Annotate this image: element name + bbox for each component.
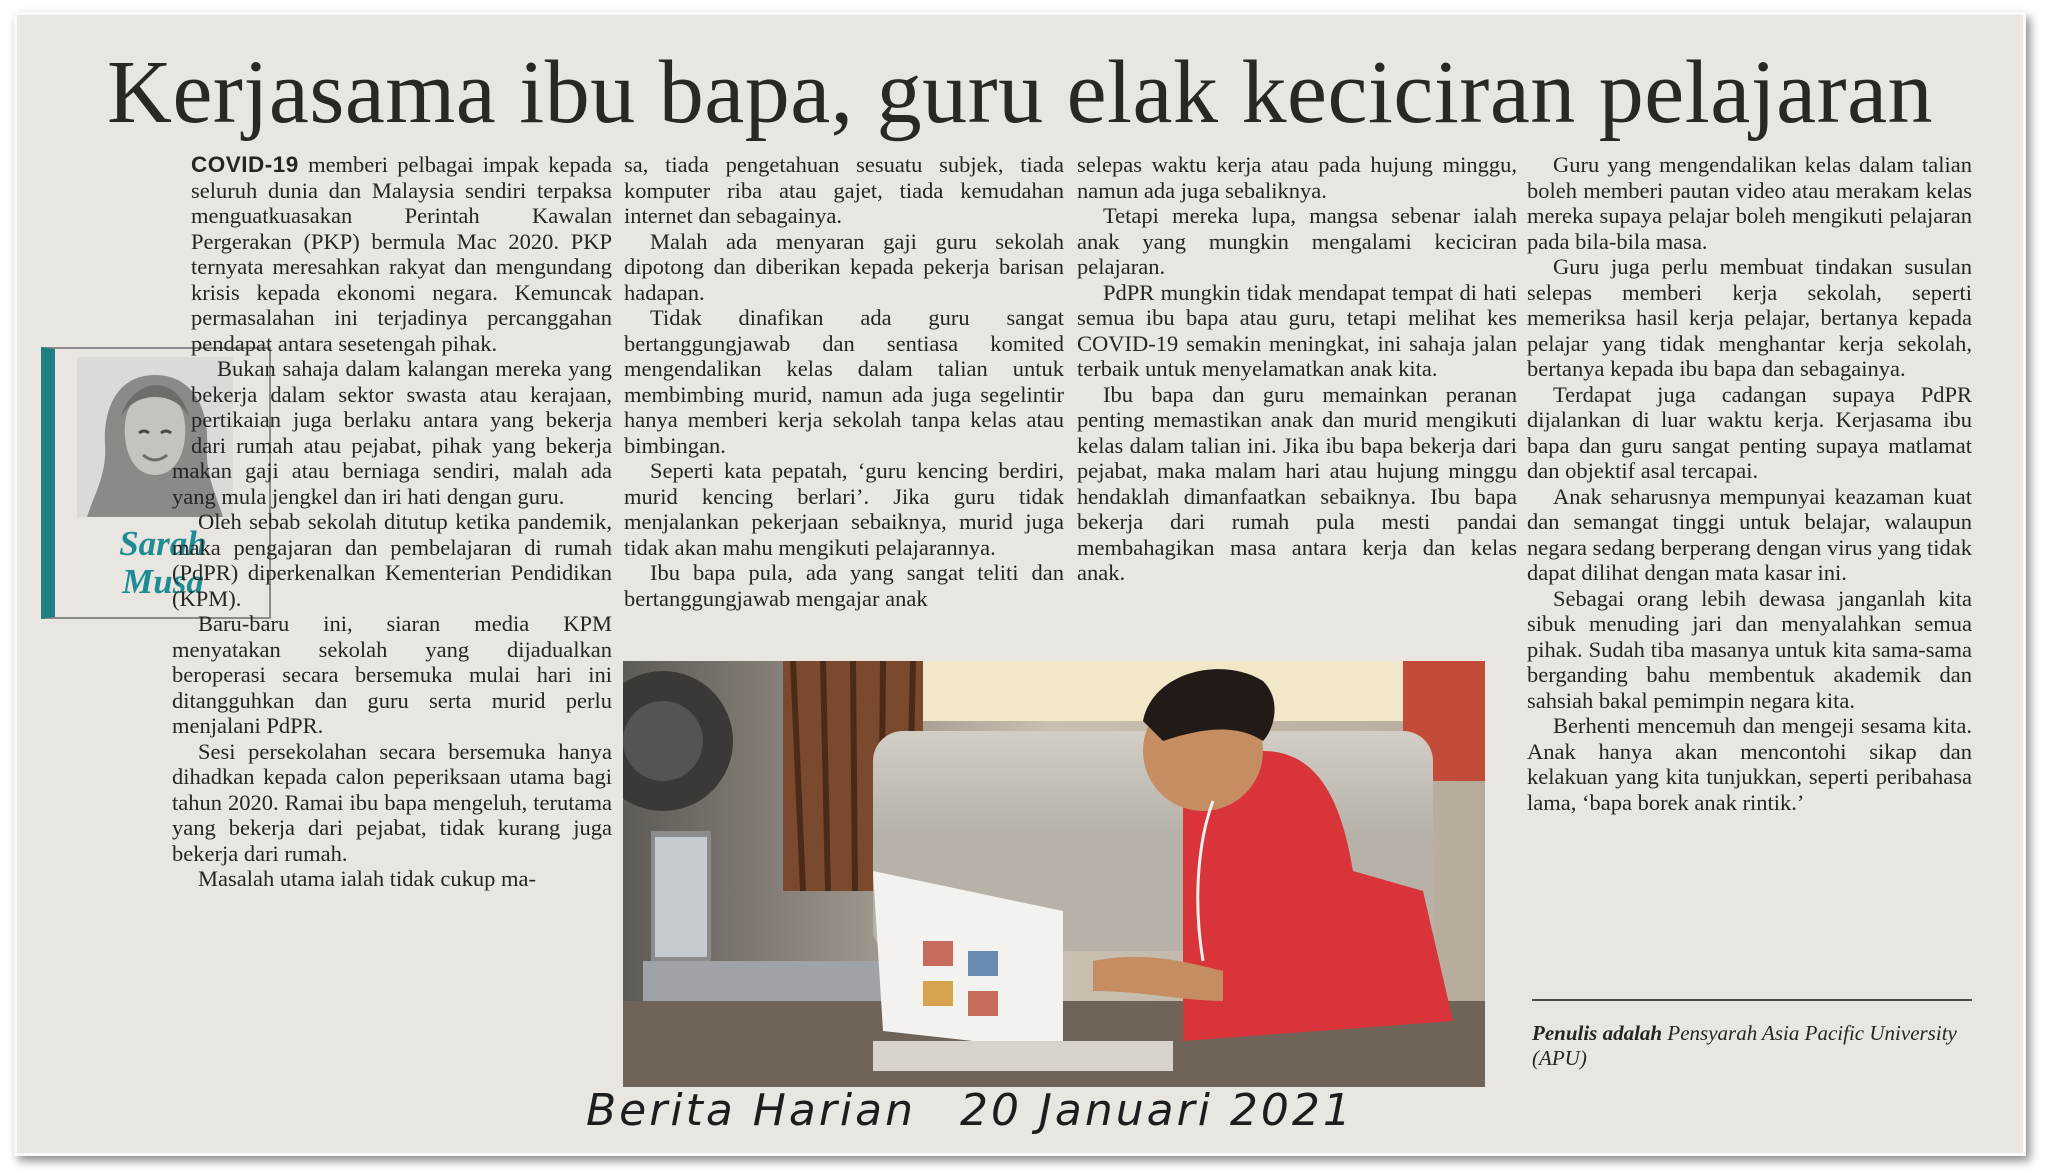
lead-word: COVID-19 — [191, 152, 299, 177]
paragraph: Anak seharusnya mempunyai keazaman kuat dan semangat tinggi untuk belajar, walaupun negara sedang berperang dengan virus yang tidak dapat dilihat dengan mata kasar ini. — [1527, 483, 1972, 585]
paragraph: Bukan sahaja dalam kalangan mereka yang bekerja dalam sektor swasta atau kerajaan, pertikaian juga berlaku antara yang bekerja dari rumah atau pejabat, pihak yang bekerja makan gaji atau berniaga sendiri, malah ada yang mula jengkel dan iri hati dengan guru. — [172, 356, 612, 509]
paragraph: Sesi persekolahan secara bersemuka hanya dihadkan kepada calon peperiksaan utama bagi tahun 2020. Ramai ibu bapa mengeluh, terutama yang bekerja dari pejabat, tidak kurang juga bekerja dari rumah. — [172, 738, 612, 866]
paragraph: Ibu bapa pula, ada yang sangat teliti dan bertanggungjawab mengajar anak — [624, 560, 1064, 611]
column-4 — [1527, 152, 1972, 815]
paragraph: Tetapi mereka lupa, mangsa sebenar ialah anak yang mungkin mengalami keciciran pelajaran. — [1077, 203, 1517, 279]
publication-date: 20 Januari 2021 — [959, 1085, 1354, 1136]
paragraph: Malah ada menyaran gaji guru sekolah dipotong dan diberikan kepada pekerja barisan hadapan. — [624, 228, 1064, 305]
column-2 — [624, 152, 1064, 611]
credit-divider — [1532, 999, 1972, 1001]
credit-text: Pensyarah Asia Pacific University (APU) — [1532, 1021, 1957, 1070]
paragraph: Guru juga perlu membuat tindakan susulan selepas memberi kerja sekolah, seperti memeriksa hasil kerja pelajar, bertanya kepada pelajar yang tidak menghantar kerja sekolah, bertanya kepada ibu bapa dan sebagainya. — [1527, 254, 1972, 381]
paragraph: Oleh sebab sekolah ditutup ketika pandemik, maka pengajaran dan pembelajaran di rumah (PdPR) diperkenalkan Kementerian Pendidikan (KPM). — [172, 509, 612, 611]
author-first-name: Sarah — [119, 524, 207, 563]
credit-label: Penulis adalah — [1532, 1021, 1663, 1045]
author-box-spacer — [17, 152, 167, 456]
paragraph: Seperti kata pepatah, ‘guru kencing berdiri, murid kencing berlari’. Jika guru tidak menjalankan pekerjaan sebaiknya, murid juga tidak akan mahu mengikuti pelajarannya. — [624, 458, 1064, 560]
paragraph: Terdapat juga cadangan supaya PdPR dijalankan di luar waktu kerja. Kerjasama ibu bapa dan guru sangat penting supaya matlamat dan objektif asal tercapai. — [1527, 381, 1972, 483]
paragraph: Masalah utama ialah tidak cukup ma- — [198, 866, 537, 891]
paragraph: Ibu bapa dan guru memainkan peranan penting memastikan anak dan murid mengikuti kelas dalam talian ini. Jika ibu bapa bekerja dari pejabat, maka malam hari atau hujung minggu hendaklah dimanfaatkan sebaiknya. Ibu bapa bekerja dari rumah pula mesti pandai membahagikan masa antara kerja dan kelas anak. — [1077, 381, 1517, 585]
child-studying-photo — [623, 661, 1485, 1087]
headline: Kerjasama ibu bapa, guru elak keciciran pelajaran — [106, 43, 1934, 142]
newspaper-clipping — [14, 12, 2026, 1156]
photo-illustration — [623, 661, 1485, 1087]
column-1 — [172, 152, 612, 892]
author-last-name: Musa — [122, 562, 204, 601]
paragraph: Baru-baru ini, siaran media KPM menyatakan sekolah yang dijadualkan beroperasi secara bersemuka mulai hari ini ditangguhkan dan guru serta murid perlu menjalani PdPR. — [172, 611, 612, 738]
source-caption — [586, 1085, 1486, 1136]
author-credit — [1532, 1021, 1972, 1071]
paragraph: Tidak dinafikan ada guru sangat bertanggungjawab dan sentiasa komited mengendalikan kelas dalam talian untuk membimbing murid, namun ada juga segelintir hanya memberi kerja sekolah tanpa kelas atau bimbingan. — [624, 305, 1064, 458]
paragraph: Berhenti mencemuh dan mengeji sesama kita. Anak hanya akan mencontohi sikap dan kelakuan yang kita tunjukkan, seperti peribahasa lama, ‘bapa borek anak rintik.’ — [1527, 713, 1972, 815]
paragraph: PdPR mungkin tidak mendapat tempat di hati semua ibu bapa atau guru, tetapi melihat kes COVID-19 semakin meningkat, ini sahaja jalan terbaik untuk menyelamatkan anak kita. — [1077, 279, 1517, 381]
paragraph: Sebagai orang lebih dewasa janganlah kita sibuk menuding jari dan menyalahkan semua pihak. Sudah tiba masanya untuk kita sama-sama berganding bahu membentuk akademik dan sahsiah bakal pemimpin negara kita. — [1527, 585, 1972, 713]
paragraph: sa, tiada pengetahuan sesuatu subjek, tiada komputer riba atau gajet, tiada kemudahan internet dan sebagainya. — [624, 152, 1064, 228]
column-3 — [1077, 152, 1517, 586]
paragraph: selepas waktu kerja atau pada hujung minggu, namun ada juga sebaliknya. — [1077, 152, 1517, 203]
paragraph: Guru yang mengendalikan kelas dalam talian boleh memberi pautan video atau merakam kelas mereka supaya pelajar boleh mengikuti pelajaran pada bila-bila masa. — [1527, 152, 1972, 254]
paragraph: COVID-19 memberi pelbagai impak kepada seluruh dunia dan Malaysia sendiri terpaksa menguatkuasakan Perintah Kawalan Pergerakan (PKP) bermula Mac 2020. PKP ternyata meresahkan rakyat dan mengundang krisis kepada ekonomi negara. Kemuncak permasalahan ini terjadinya percanggahan pendapat antara sesetengah pihak. — [191, 152, 613, 356]
publication-name: Berita Harian — [586, 1085, 916, 1136]
